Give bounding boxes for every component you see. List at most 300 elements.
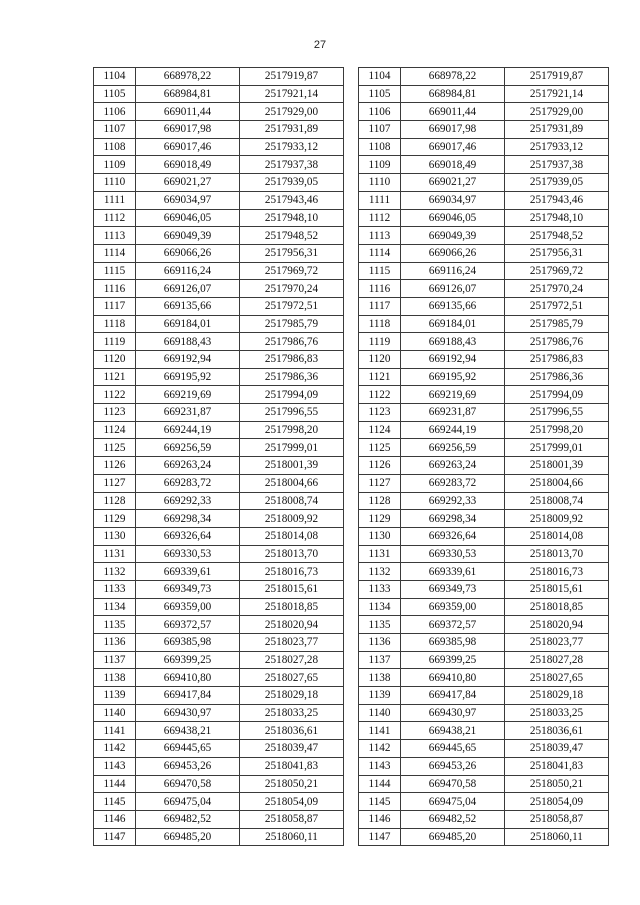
x-coordinate-cell: 669445,65 <box>136 740 240 758</box>
x-coordinate-cell: 669046,05 <box>401 209 505 227</box>
point-number-cell: 1135 <box>94 616 136 634</box>
y-coordinate-cell: 2517939,05 <box>505 174 609 192</box>
table-row <box>94 85 344 103</box>
table-row <box>94 457 344 475</box>
x-coordinate-cell: 669385,98 <box>401 634 505 652</box>
y-coordinate-cell: 2518041,83 <box>240 757 344 775</box>
point-number-cell: 1118 <box>94 315 136 333</box>
y-coordinate-cell: 2518004,66 <box>505 474 609 492</box>
y-coordinate-cell: 2518020,94 <box>240 616 344 634</box>
y-coordinate-cell: 2518014,08 <box>240 527 344 545</box>
x-coordinate-cell: 669244,19 <box>401 421 505 439</box>
table-row <box>359 704 609 722</box>
y-coordinate-cell: 2517948,10 <box>505 209 609 227</box>
table-row <box>359 634 609 652</box>
table-row <box>359 492 609 510</box>
coordinates-table-left <box>93 67 344 846</box>
point-number-cell: 1115 <box>94 262 136 280</box>
y-coordinate-cell: 2517986,76 <box>505 333 609 351</box>
table-row <box>94 174 344 192</box>
table-row <box>359 280 609 298</box>
table-row <box>94 351 344 369</box>
x-coordinate-cell: 669231,87 <box>136 404 240 422</box>
table-row <box>94 722 344 740</box>
point-number-cell: 1106 <box>359 103 401 121</box>
table-row <box>94 669 344 687</box>
point-number-cell: 1118 <box>359 315 401 333</box>
table-row <box>94 810 344 828</box>
point-number-cell: 1134 <box>94 598 136 616</box>
table-row <box>359 757 609 775</box>
y-coordinate-cell: 2517986,76 <box>240 333 344 351</box>
x-coordinate-cell: 669034,97 <box>136 191 240 209</box>
point-number-cell: 1114 <box>94 244 136 262</box>
table-row <box>359 262 609 280</box>
point-number-cell: 1128 <box>359 492 401 510</box>
table-row <box>359 315 609 333</box>
y-coordinate-cell: 2518013,70 <box>505 545 609 563</box>
y-coordinate-cell: 2518050,21 <box>240 775 344 793</box>
x-coordinate-cell: 669017,46 <box>136 138 240 156</box>
point-number-cell: 1106 <box>94 103 136 121</box>
x-coordinate-cell: 669283,72 <box>401 474 505 492</box>
point-number-cell: 1111 <box>94 191 136 209</box>
point-number-cell: 1125 <box>94 439 136 457</box>
point-number-cell: 1127 <box>359 474 401 492</box>
y-coordinate-cell: 2518018,85 <box>240 598 344 616</box>
y-coordinate-cell: 2517972,51 <box>505 297 609 315</box>
y-coordinate-cell: 2518033,25 <box>505 704 609 722</box>
y-coordinate-cell: 2518009,92 <box>240 510 344 528</box>
y-coordinate-cell: 2517937,38 <box>505 156 609 174</box>
y-coordinate-cell: 2518027,28 <box>505 651 609 669</box>
y-coordinate-cell: 2517969,72 <box>505 262 609 280</box>
table-row <box>94 616 344 634</box>
point-number-cell: 1107 <box>359 121 401 139</box>
x-coordinate-cell: 669417,84 <box>401 687 505 705</box>
point-number-cell: 1116 <box>359 280 401 298</box>
point-number-cell: 1141 <box>94 722 136 740</box>
table-row <box>359 368 609 386</box>
point-number-cell: 1127 <box>94 474 136 492</box>
point-number-cell: 1145 <box>359 793 401 811</box>
y-coordinate-cell: 2517996,55 <box>505 404 609 422</box>
point-number-cell: 1138 <box>359 669 401 687</box>
table-row <box>94 315 344 333</box>
x-coordinate-cell: 669017,46 <box>401 138 505 156</box>
point-number-cell: 1111 <box>359 191 401 209</box>
x-coordinate-cell: 669339,61 <box>136 563 240 581</box>
point-number-cell: 1144 <box>94 775 136 793</box>
table-row <box>359 580 609 598</box>
y-coordinate-cell: 2518058,87 <box>240 810 344 828</box>
y-coordinate-cell: 2517956,31 <box>505 244 609 262</box>
table-row <box>94 740 344 758</box>
x-coordinate-cell: 669339,61 <box>401 563 505 581</box>
table-row <box>94 404 344 422</box>
table-row <box>94 103 344 121</box>
y-coordinate-cell: 2518008,74 <box>505 492 609 510</box>
x-coordinate-cell: 669011,44 <box>401 103 505 121</box>
y-coordinate-cell: 2517996,55 <box>240 404 344 422</box>
y-coordinate-cell: 2518004,66 <box>240 474 344 492</box>
x-coordinate-cell: 669219,69 <box>136 386 240 404</box>
y-coordinate-cell: 2518039,47 <box>505 740 609 758</box>
table-row <box>94 68 344 86</box>
table-row <box>359 227 609 245</box>
table-row <box>359 333 609 351</box>
table-row <box>94 775 344 793</box>
point-number-cell: 1117 <box>359 297 401 315</box>
x-coordinate-cell: 669192,94 <box>136 351 240 369</box>
x-coordinate-cell: 669399,25 <box>136 651 240 669</box>
y-coordinate-cell: 2517933,12 <box>240 138 344 156</box>
x-coordinate-cell: 669135,66 <box>401 297 505 315</box>
table-row <box>94 227 344 245</box>
x-coordinate-cell: 669453,26 <box>401 757 505 775</box>
x-coordinate-cell: 669453,26 <box>136 757 240 775</box>
table-row <box>94 687 344 705</box>
x-coordinate-cell: 669219,69 <box>401 386 505 404</box>
x-coordinate-cell: 668978,22 <box>136 68 240 86</box>
table-row <box>359 616 609 634</box>
y-coordinate-cell: 2517939,05 <box>240 174 344 192</box>
point-number-cell: 1141 <box>359 722 401 740</box>
x-coordinate-cell: 669410,80 <box>136 669 240 687</box>
point-number-cell: 1112 <box>359 209 401 227</box>
point-number-cell: 1139 <box>94 687 136 705</box>
y-coordinate-cell: 2517999,01 <box>505 439 609 457</box>
point-number-cell: 1128 <box>94 492 136 510</box>
y-coordinate-cell: 2518008,74 <box>240 492 344 510</box>
x-coordinate-cell: 669430,97 <box>136 704 240 722</box>
table-row <box>359 103 609 121</box>
y-coordinate-cell: 2517998,20 <box>505 421 609 439</box>
point-number-cell: 1112 <box>94 209 136 227</box>
y-coordinate-cell: 2518058,87 <box>505 810 609 828</box>
point-number-cell: 1129 <box>359 510 401 528</box>
x-coordinate-cell: 669349,73 <box>401 580 505 598</box>
point-number-cell: 1138 <box>94 669 136 687</box>
point-number-cell: 1124 <box>94 421 136 439</box>
y-coordinate-cell: 2517929,00 <box>505 103 609 121</box>
x-coordinate-cell: 669292,33 <box>401 492 505 510</box>
x-coordinate-cell: 669326,64 <box>136 527 240 545</box>
y-coordinate-cell: 2518029,18 <box>505 687 609 705</box>
x-coordinate-cell: 669359,00 <box>136 598 240 616</box>
y-coordinate-cell: 2517948,52 <box>505 227 609 245</box>
table-row <box>359 793 609 811</box>
y-coordinate-cell: 2518016,73 <box>505 563 609 581</box>
point-number-cell: 1147 <box>94 828 136 846</box>
y-coordinate-cell: 2518050,21 <box>505 775 609 793</box>
y-coordinate-cell: 2517972,51 <box>240 297 344 315</box>
table-row <box>359 121 609 139</box>
x-coordinate-cell: 669018,49 <box>136 156 240 174</box>
point-number-cell: 1109 <box>359 156 401 174</box>
table-row <box>94 439 344 457</box>
table-row <box>94 510 344 528</box>
x-coordinate-cell: 669256,59 <box>401 439 505 457</box>
y-coordinate-cell: 2517985,79 <box>240 315 344 333</box>
x-coordinate-cell: 669066,26 <box>136 244 240 262</box>
point-number-cell: 1116 <box>94 280 136 298</box>
y-coordinate-cell: 2518015,61 <box>240 580 344 598</box>
point-number-cell: 1120 <box>94 351 136 369</box>
y-coordinate-cell: 2517970,24 <box>240 280 344 298</box>
table-row <box>359 421 609 439</box>
x-coordinate-cell: 669195,92 <box>136 368 240 386</box>
y-coordinate-cell: 2517919,87 <box>240 68 344 86</box>
point-number-cell: 1107 <box>94 121 136 139</box>
x-coordinate-cell: 669017,98 <box>401 121 505 139</box>
point-number-cell: 1110 <box>359 174 401 192</box>
table-row <box>359 669 609 687</box>
table-row <box>94 280 344 298</box>
table-row <box>359 209 609 227</box>
point-number-cell: 1109 <box>94 156 136 174</box>
table-row <box>359 740 609 758</box>
x-coordinate-cell: 669049,39 <box>401 227 505 245</box>
table-row <box>94 634 344 652</box>
table-row <box>359 651 609 669</box>
point-number-cell: 1105 <box>359 85 401 103</box>
y-coordinate-cell: 2518027,28 <box>240 651 344 669</box>
y-coordinate-cell: 2517943,46 <box>240 191 344 209</box>
table-row <box>94 191 344 209</box>
x-coordinate-cell: 669046,05 <box>136 209 240 227</box>
x-coordinate-cell: 669359,00 <box>401 598 505 616</box>
point-number-cell: 1146 <box>94 810 136 828</box>
x-coordinate-cell: 669438,21 <box>401 722 505 740</box>
point-number-cell: 1137 <box>94 651 136 669</box>
y-coordinate-cell: 2517986,83 <box>505 351 609 369</box>
x-coordinate-cell: 669263,24 <box>401 457 505 475</box>
point-number-cell: 1104 <box>359 68 401 86</box>
point-number-cell: 1121 <box>359 368 401 386</box>
y-coordinate-cell: 2517986,36 <box>240 368 344 386</box>
point-number-cell: 1143 <box>359 757 401 775</box>
table-row <box>94 262 344 280</box>
y-coordinate-cell: 2518027,65 <box>505 669 609 687</box>
table-row <box>359 828 609 846</box>
x-coordinate-cell: 669126,07 <box>401 280 505 298</box>
point-number-cell: 1144 <box>359 775 401 793</box>
x-coordinate-cell: 669018,49 <box>401 156 505 174</box>
point-number-cell: 1124 <box>359 421 401 439</box>
table-row <box>94 368 344 386</box>
point-number-cell: 1117 <box>94 297 136 315</box>
point-number-cell: 1108 <box>359 138 401 156</box>
table-row <box>94 598 344 616</box>
coordinates-table-left-body <box>94 68 344 846</box>
table-row <box>94 297 344 315</box>
point-number-cell: 1122 <box>359 386 401 404</box>
table-row <box>359 687 609 705</box>
x-coordinate-cell: 669372,57 <box>401 616 505 634</box>
x-coordinate-cell: 668984,81 <box>401 85 505 103</box>
x-coordinate-cell: 669298,34 <box>136 510 240 528</box>
y-coordinate-cell: 2517956,31 <box>240 244 344 262</box>
point-number-cell: 1130 <box>359 527 401 545</box>
point-number-cell: 1108 <box>94 138 136 156</box>
y-coordinate-cell: 2518009,92 <box>505 510 609 528</box>
table-row <box>359 439 609 457</box>
point-number-cell: 1143 <box>94 757 136 775</box>
point-number-cell: 1145 <box>94 793 136 811</box>
point-number-cell: 1142 <box>94 740 136 758</box>
point-number-cell: 1121 <box>94 368 136 386</box>
x-coordinate-cell: 669021,27 <box>401 174 505 192</box>
x-coordinate-cell: 669116,24 <box>401 262 505 280</box>
y-coordinate-cell: 2518015,61 <box>505 580 609 598</box>
y-coordinate-cell: 2517919,87 <box>505 68 609 86</box>
y-coordinate-cell: 2517921,14 <box>240 85 344 103</box>
x-coordinate-cell: 669292,33 <box>136 492 240 510</box>
table-row <box>94 244 344 262</box>
y-coordinate-cell: 2517931,89 <box>505 121 609 139</box>
table-row <box>359 138 609 156</box>
y-coordinate-cell: 2517986,83 <box>240 351 344 369</box>
point-number-cell: 1113 <box>94 227 136 245</box>
x-coordinate-cell: 669034,97 <box>401 191 505 209</box>
point-number-cell: 1136 <box>359 634 401 652</box>
table-row <box>94 156 344 174</box>
table-row <box>359 474 609 492</box>
y-coordinate-cell: 2517969,72 <box>240 262 344 280</box>
x-coordinate-cell: 669410,80 <box>401 669 505 687</box>
x-coordinate-cell: 669482,52 <box>401 810 505 828</box>
point-number-cell: 1146 <box>359 810 401 828</box>
point-number-cell: 1140 <box>359 704 401 722</box>
point-number-cell: 1110 <box>94 174 136 192</box>
table-row <box>94 209 344 227</box>
point-number-cell: 1129 <box>94 510 136 528</box>
y-coordinate-cell: 2518039,47 <box>240 740 344 758</box>
y-coordinate-cell: 2518041,83 <box>505 757 609 775</box>
y-coordinate-cell: 2518023,77 <box>505 634 609 652</box>
y-coordinate-cell: 2517933,12 <box>505 138 609 156</box>
x-coordinate-cell: 669330,53 <box>401 545 505 563</box>
x-coordinate-cell: 669184,01 <box>136 315 240 333</box>
y-coordinate-cell: 2518014,08 <box>505 527 609 545</box>
table-row <box>359 563 609 581</box>
table-row <box>359 527 609 545</box>
x-coordinate-cell: 669021,27 <box>136 174 240 192</box>
x-coordinate-cell: 669231,87 <box>401 404 505 422</box>
table-row <box>359 174 609 192</box>
table-row <box>359 598 609 616</box>
x-coordinate-cell: 669470,58 <box>401 775 505 793</box>
table-row <box>359 775 609 793</box>
x-coordinate-cell: 669126,07 <box>136 280 240 298</box>
coordinates-table-right-body <box>359 68 609 846</box>
y-coordinate-cell: 2518027,65 <box>240 669 344 687</box>
y-coordinate-cell: 2517999,01 <box>240 439 344 457</box>
x-coordinate-cell: 669298,34 <box>401 510 505 528</box>
y-coordinate-cell: 2517948,10 <box>240 209 344 227</box>
x-coordinate-cell: 669283,72 <box>136 474 240 492</box>
x-coordinate-cell: 669192,94 <box>401 351 505 369</box>
y-coordinate-cell: 2517985,79 <box>505 315 609 333</box>
x-coordinate-cell: 669188,43 <box>401 333 505 351</box>
y-coordinate-cell: 2517986,36 <box>505 368 609 386</box>
y-coordinate-cell: 2517937,38 <box>240 156 344 174</box>
point-number-cell: 1123 <box>94 404 136 422</box>
point-number-cell: 1119 <box>359 333 401 351</box>
point-number-cell: 1131 <box>359 545 401 563</box>
table-row <box>359 722 609 740</box>
point-number-cell: 1142 <box>359 740 401 758</box>
table-row <box>94 793 344 811</box>
point-number-cell: 1113 <box>359 227 401 245</box>
table-row <box>94 563 344 581</box>
y-coordinate-cell: 2518033,25 <box>240 704 344 722</box>
point-number-cell: 1123 <box>359 404 401 422</box>
point-number-cell: 1147 <box>359 828 401 846</box>
y-coordinate-cell: 2517994,09 <box>240 386 344 404</box>
x-coordinate-cell: 669349,73 <box>136 580 240 598</box>
y-coordinate-cell: 2518020,94 <box>505 616 609 634</box>
table-row <box>94 492 344 510</box>
x-coordinate-cell: 669385,98 <box>136 634 240 652</box>
y-coordinate-cell: 2518036,61 <box>240 722 344 740</box>
x-coordinate-cell: 669485,20 <box>136 828 240 846</box>
point-number-cell: 1104 <box>94 68 136 86</box>
y-coordinate-cell: 2517994,09 <box>505 386 609 404</box>
point-number-cell: 1133 <box>359 580 401 598</box>
x-coordinate-cell: 669263,24 <box>136 457 240 475</box>
table-row <box>94 138 344 156</box>
x-coordinate-cell: 668978,22 <box>401 68 505 86</box>
y-coordinate-cell: 2517970,24 <box>505 280 609 298</box>
page-number: 27 <box>313 39 327 51</box>
y-coordinate-cell: 2518013,70 <box>240 545 344 563</box>
point-number-cell: 1105 <box>94 85 136 103</box>
y-coordinate-cell: 2517929,00 <box>240 103 344 121</box>
x-coordinate-cell: 669470,58 <box>136 775 240 793</box>
y-coordinate-cell: 2518054,09 <box>505 793 609 811</box>
table-row <box>94 704 344 722</box>
table-row <box>94 386 344 404</box>
x-coordinate-cell: 669244,19 <box>136 421 240 439</box>
table-row <box>94 527 344 545</box>
table-row <box>94 474 344 492</box>
table-row <box>94 121 344 139</box>
y-coordinate-cell: 2518060,11 <box>240 828 344 846</box>
x-coordinate-cell: 668984,81 <box>136 85 240 103</box>
table-row <box>94 757 344 775</box>
y-coordinate-cell: 2517921,14 <box>505 85 609 103</box>
table-row <box>359 457 609 475</box>
x-coordinate-cell: 669330,53 <box>136 545 240 563</box>
point-number-cell: 1135 <box>359 616 401 634</box>
point-number-cell: 1133 <box>94 580 136 598</box>
table-row <box>94 580 344 598</box>
y-coordinate-cell: 2518060,11 <box>505 828 609 846</box>
y-coordinate-cell: 2517943,46 <box>505 191 609 209</box>
x-coordinate-cell: 669485,20 <box>401 828 505 846</box>
y-coordinate-cell: 2518018,85 <box>505 598 609 616</box>
y-coordinate-cell: 2518016,73 <box>240 563 344 581</box>
table-row <box>359 404 609 422</box>
table-row <box>359 510 609 528</box>
table-row <box>359 85 609 103</box>
x-coordinate-cell: 669188,43 <box>136 333 240 351</box>
x-coordinate-cell: 669326,64 <box>401 527 505 545</box>
table-row <box>94 651 344 669</box>
table-row <box>359 351 609 369</box>
